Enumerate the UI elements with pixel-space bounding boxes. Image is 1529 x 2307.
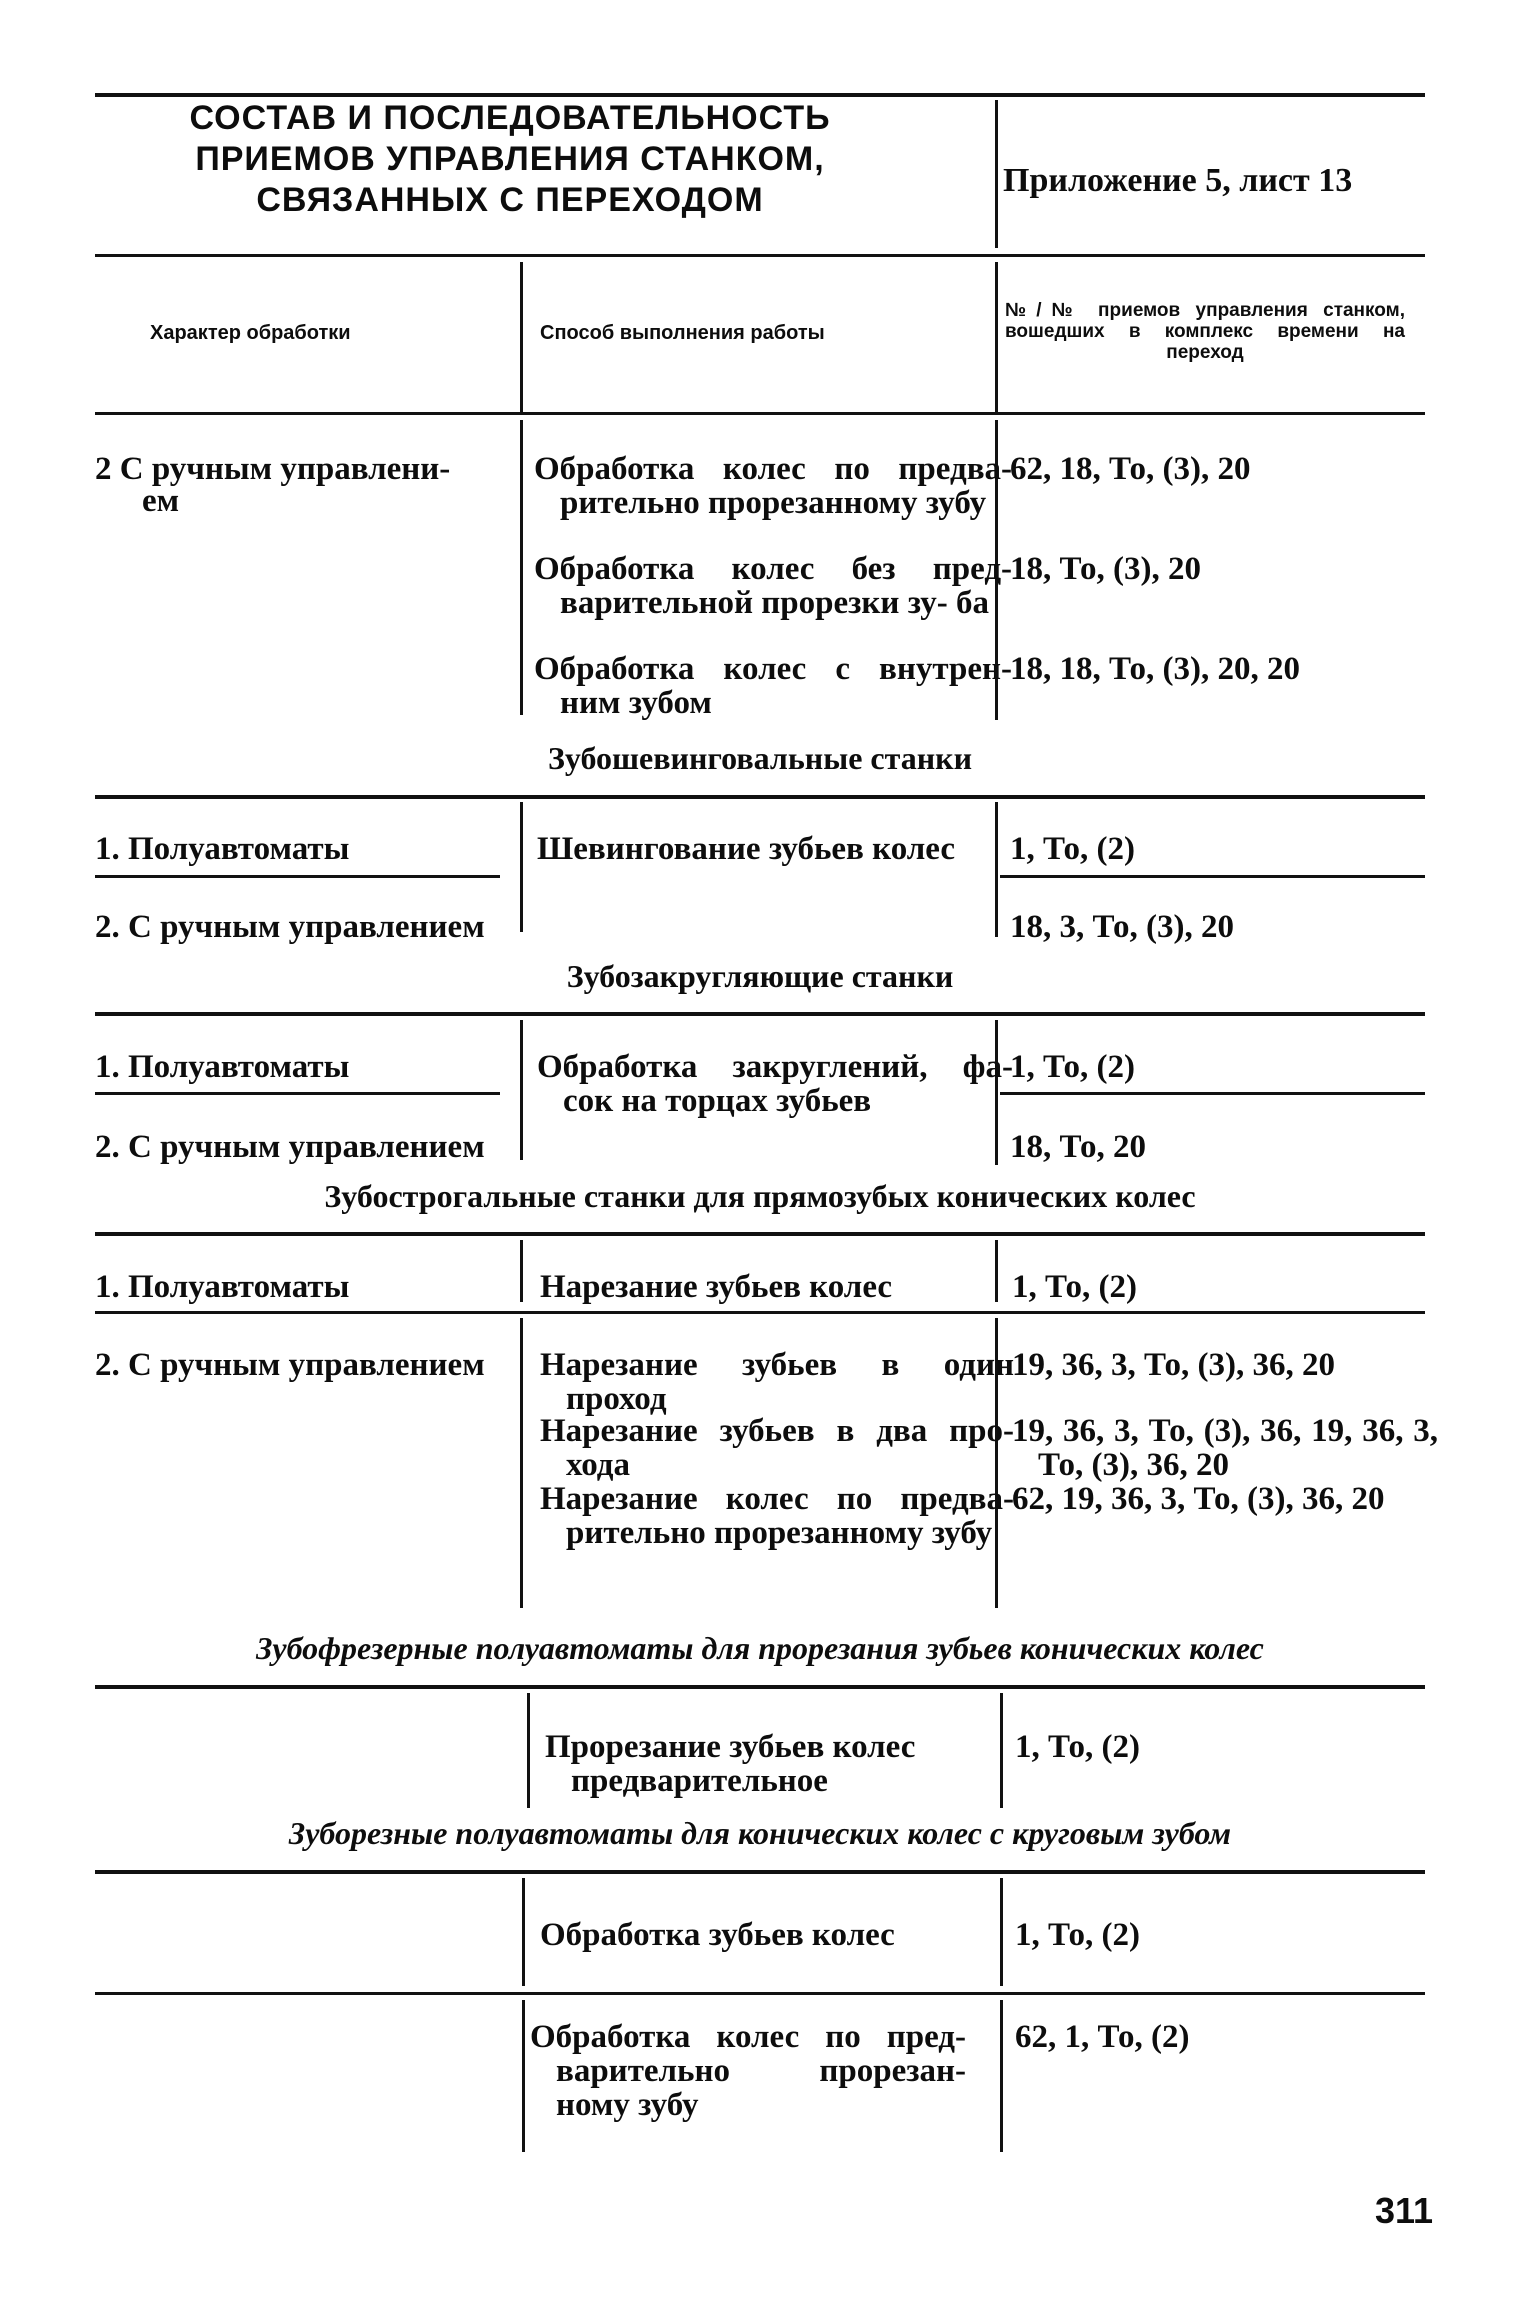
numbers-cell: 18, То, (3), 20 [1010,551,1202,587]
row-label: ем [142,483,180,519]
section-rule [95,1685,1425,1689]
column-divider [995,262,998,412]
row-label: 2. С ручным управлением [95,1129,485,1165]
row-rule [95,875,500,878]
section-title: Зубошевинговальные станки [547,740,973,776]
section-title: Зуборезные полуавтоматы для конических колес с круговым зубом [288,1815,1232,1851]
numbers-cell: 18, 3, То, (3), 20 [1010,909,1235,945]
method-cell: Обработка зубьев колес [540,1917,895,1953]
row-label: 2 С ручным управлени- [95,451,451,487]
column-header-2: Способ выполнения работы [540,322,825,344]
method-cell: Прорезание зубьев колес предварительное [545,1729,916,1799]
section-rule [95,1232,1425,1236]
row-label: 2. С ручным управлением [95,1347,485,1383]
column-divider [520,262,523,412]
column-divider [1000,1693,1003,1808]
method-cell: Шевингование зубьев колес [537,831,955,867]
method-cell: Обработка закруглений, фа- сок на торцах зубьев [537,1049,1013,1119]
column-divider [522,1878,525,1986]
column-divider [522,2000,525,2152]
column-divider [995,1240,998,1302]
row-rule [95,1311,1425,1314]
column-divider [520,1020,523,1160]
row-label: 1. Полуавтоматы [95,1269,350,1305]
numbers-cell: 19, 36, 3, То, (3), 36, 20 [1012,1347,1336,1383]
method-cell: Обработка колес без пред- варительной прорезки зу- ба [534,551,1012,621]
numbers-cell: 1, То, (2) [1015,1729,1141,1765]
top-rule [95,93,1425,97]
numbers-cell: 62, 18, То, (3), 20 [1010,451,1251,487]
section-title: Зубозакругляющие станки [566,958,954,994]
numbers-cell: 19, 36, 3, То, (3), 36, 19, 36, 3, То, (3), 36, 20 [1012,1413,1438,1483]
page-number: 311 [1375,2190,1434,2231]
method-cell: Нарезание зубьев в один проход [540,1347,1014,1417]
header-bottom-rule [95,412,1425,415]
section-rule [95,795,1425,799]
appendix-label: Приложение 5, лист 13 [1003,162,1353,199]
method-cell: Обработка колес по пред- варительно прорезан- ному зубу [530,2019,966,2123]
page-title: СОСТАВ И ПОСЛЕДОВАТЕЛЬНОСТЬ ПРИЕМОВ УПРАВЛЕНИЯ СТАНКОМ, СВЯЗАННЫХ С ПЕРЕХОДОМ [189,99,831,219]
numbers-cell: 1, То, (2) [1010,1049,1136,1085]
method-cell: Нарезание колес по предва- рительно прорезанному зубу [540,1481,1014,1551]
row-label: 2. С ручным управлением [95,909,485,945]
row-label: 1. Полуавтоматы [95,831,350,867]
method-cell: Нарезание зубьев колес [540,1269,893,1305]
row-rule [1000,1092,1425,1095]
numbers-cell: 1, То, (2) [1010,831,1136,867]
numbers-cell: 1, То, (2) [1015,1917,1141,1953]
section-title: Зубофрезерные полуавтоматы для прорезания зубьев конических колес [256,1630,1264,1666]
method-cell: Обработка колес по предва- рительно прорезанному зубу [534,451,1012,521]
numbers-cell: 18, То, 20 [1010,1129,1147,1165]
method-cell: Нарезание зубьев в два про- хода [540,1413,1014,1483]
column-divider [1000,2000,1003,2152]
row-rule [95,1992,1425,1995]
title-bottom-rule [95,254,1425,257]
column-divider [995,802,998,937]
numbers-cell: 62, 1, То, (2) [1015,2019,1190,2055]
column-header-1: Характер обработки [150,322,351,344]
title-divider [995,100,998,248]
row-rule [1000,875,1425,878]
column-divider [520,802,523,932]
numbers-cell: 62, 19, 36, 3, То, (3), 36, 20 [1012,1481,1385,1517]
column-divider [520,1318,523,1608]
numbers-cell: 1, То, (2) [1012,1269,1138,1305]
section-rule [95,1870,1425,1874]
section-rule [95,1012,1425,1016]
row-label: 1. Полуавтоматы [95,1049,350,1085]
column-divider [527,1693,530,1808]
column-divider [520,1240,523,1302]
numbers-cell: 18, 18, То, (3), 20, 20 [1010,651,1301,687]
section-title: Зубострогальные станки для прямозубых конических колес [324,1178,1196,1214]
method-cell: Обработка колес с внутрен- ним зубом [534,651,1012,721]
row-rule [95,1092,500,1095]
column-divider [520,420,523,715]
column-divider [1000,1878,1003,1986]
column-header-3: №/№ приемов управления станком, вошедших в комплекс времени на переход [1005,300,1405,363]
